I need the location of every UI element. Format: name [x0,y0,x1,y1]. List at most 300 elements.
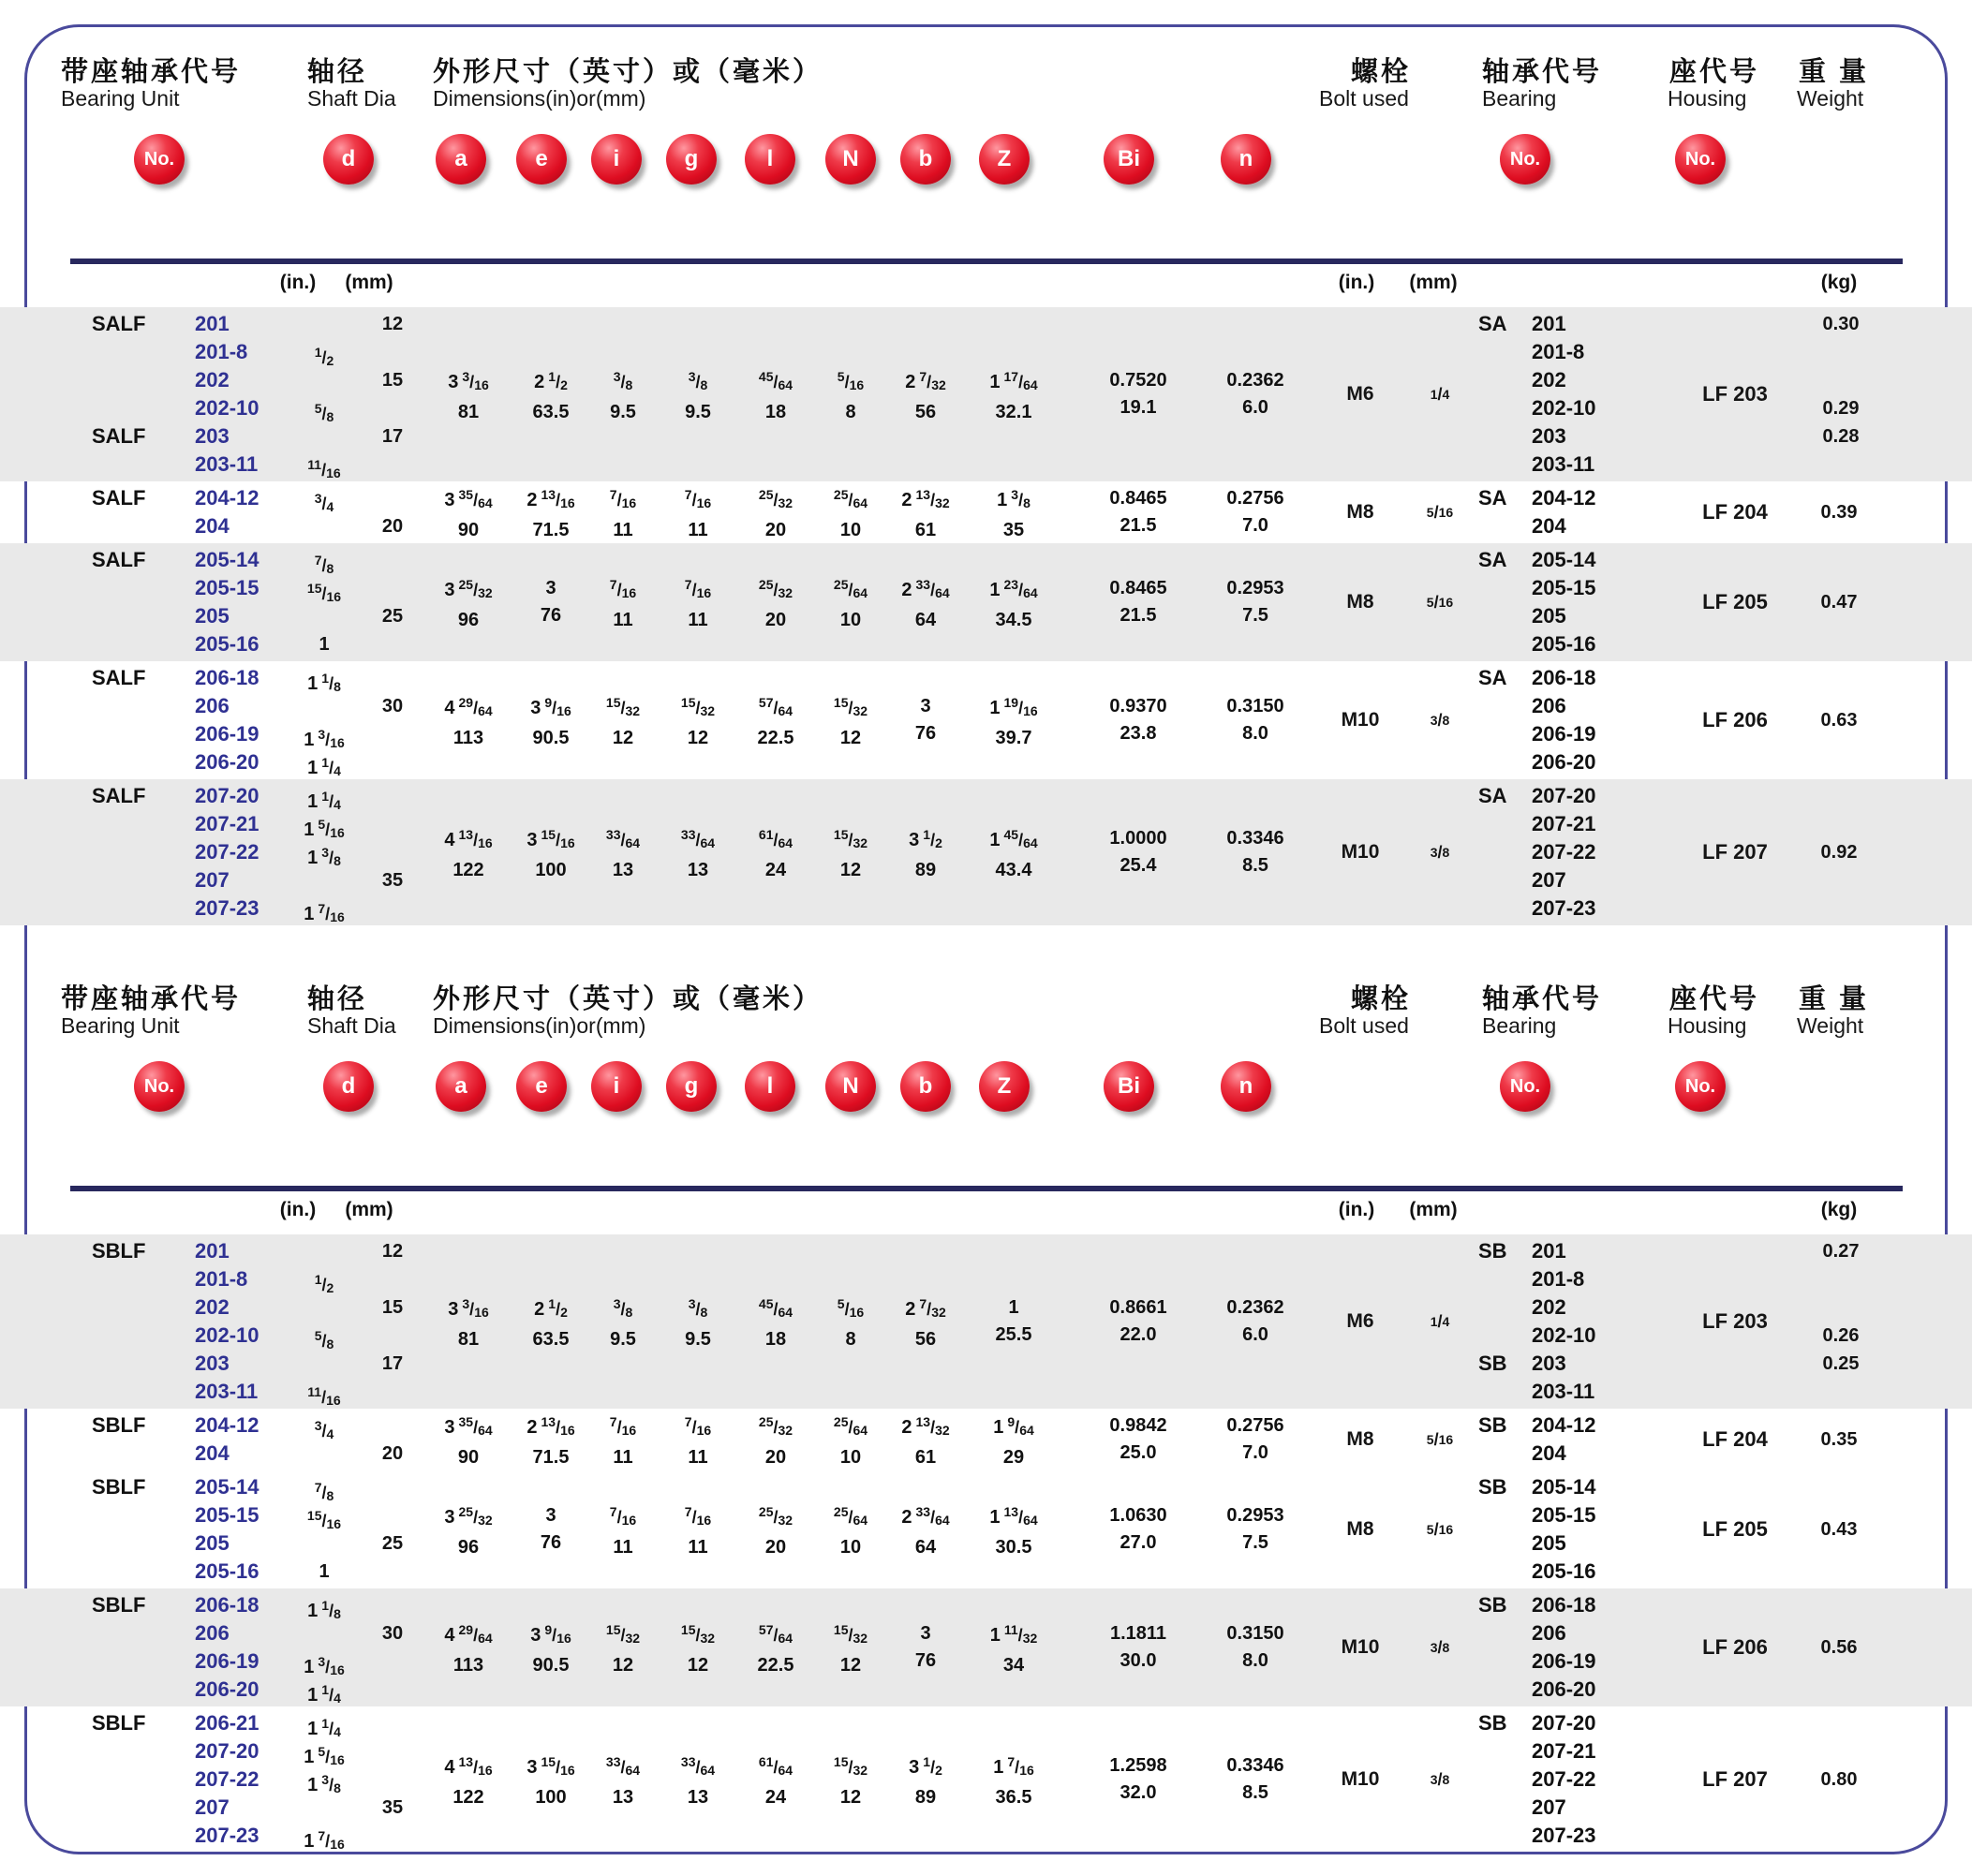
bearing-number: 205-15 [1532,576,1596,599]
dim-g-in: $^{15}$/32 [680,694,716,718]
shaft-dia-in [281,1350,367,1378]
unit-prefix [92,1558,191,1586]
bearing-no [1478,1529,1596,1558]
bearing-no [1478,484,1596,512]
unit-label-d_in: (in.) [279,272,317,293]
column-badge-g-5: g [666,1061,717,1112]
bearing-number: 205 [1532,604,1566,628]
unit-prefix [92,1293,191,1322]
data-group-SALF-1 [0,481,1972,543]
data-group-SBLF-1 [0,1409,1972,1470]
unit-number: 205 [195,604,230,628]
dim-n-mm: 8.0 [1242,1650,1268,1671]
dim-Z-mm: 25.5 [995,1324,1032,1345]
unit-number: 203-11 [195,1380,259,1403]
column-header-zh-bearing: 轴承代号 [1482,984,1603,1014]
column-header-en-bearing: Bearing [1482,1013,1557,1038]
unit-prefix [92,451,191,479]
unit-prefix-column [92,1411,191,1468]
shaft-dia-in-column [281,1709,367,1850]
bearing-no [1478,394,1596,422]
dim-N-mm: 8 [845,401,856,422]
column-badge-Bi-10: Bi [1104,1061,1154,1112]
bearing-number: 204-12 [1532,486,1596,510]
bearing-no-column [1478,1237,1596,1406]
unit-number: 205 [195,1531,230,1555]
dim-n-in: 0.2953 [1226,1505,1284,1526]
dim-g-in: $^7$/16 [684,1413,712,1438]
column-badge-b-8: b [900,1061,951,1112]
unit-number: 206-18 [195,666,259,689]
bearing-no [1478,310,1596,338]
weight-value [1794,1265,1888,1293]
bearing-number: 202 [1532,1295,1566,1319]
bolt-inch: 3 / 8 [1430,1637,1450,1657]
dim-n [1185,1470,1326,1588]
dim-g-in: $^7$/16 [684,576,712,600]
bearing-number: 205 [1532,1531,1566,1555]
bearing-no [1478,574,1596,602]
unit-number: 206 [195,694,230,717]
shaft-dia-in: 1 $^1$/4 [307,789,341,812]
column-badge-No-0: No. [134,134,185,185]
dim-Z-in: 1 $^3$/8 [997,486,1030,510]
bearing-no [1478,1237,1596,1265]
dim-a-mm: 122 [452,1786,484,1808]
shaft-dia-in-column [281,664,367,776]
unit-prefix [92,692,191,720]
bearing-no [1478,810,1596,838]
shaft-dia-mm: 12 [381,314,404,334]
bolt-inch: 5 / 16 [1426,1429,1454,1449]
dim-i-in: $^7$/16 [609,576,637,600]
dim-n-in: 0.2362 [1226,370,1284,391]
dim-l-in: $^{45}$/64 [758,368,793,392]
shaft-dia-mm: 35 [381,1797,404,1818]
dim-n-mm: 8.5 [1242,1782,1268,1803]
column-header-zh-shaft: 轴径 [307,984,368,1014]
bolt-inch: 3 / 8 [1430,1769,1450,1789]
unit-number: 207-23 [195,896,259,920]
bearing-no-column [1478,1591,1596,1704]
dim-i-mm: 11 [613,1536,633,1558]
dim-e-in: 2 $^{13}$/16 [526,486,575,510]
unit-prefix [92,1737,191,1765]
dim-e-mm: 76 [540,1532,562,1553]
dim-N-mm: 10 [839,609,862,630]
dim-a-mm: 96 [457,609,480,630]
dim-b-mm: 56 [914,1328,937,1350]
unit-number: 203-11 [195,452,259,476]
unit-number: 205-14 [195,548,259,571]
unit-prefix [92,1378,191,1406]
column-badge-a-2: a [436,1061,486,1112]
unit-label-weight: (kg) [1820,1199,1858,1220]
bearing-number: 207-23 [1532,896,1596,920]
dim-g-in: $^3$/8 [688,368,708,392]
bearing-no [1478,1737,1596,1765]
column-badge-l-6: l [745,1061,795,1112]
shaft-dia-in [281,866,367,894]
housing-no: LF 206 [1702,708,1768,731]
dim-N-in: $^5$/16 [837,1295,865,1320]
dim-N-mm: 12 [839,859,862,880]
unit-number: 207-22 [195,840,259,864]
shaft-dia-in: $^3$/4 [314,1418,334,1441]
dim-n-in: 0.2362 [1226,1297,1284,1318]
dim-Z [943,307,1084,481]
weight-value: 0.92 [1820,841,1858,863]
data-group-SALF-0 [0,307,1972,481]
dim-g-mm: 11 [688,1536,708,1558]
dim-Z-mm: 39.7 [995,727,1032,748]
dim-e-mm: 100 [535,1786,567,1808]
bearing-no [1478,1293,1596,1322]
shaft-dia-in: $^5$/8 [314,1328,334,1352]
shaft-dia-in-column [281,782,367,923]
dim-Z-in: 1 $^{19}$/16 [989,694,1038,718]
shaft-dia-in [281,1293,367,1322]
unit-prefix: SBLF [92,1475,146,1499]
dim-l-in: $^{25}$/32 [758,1413,793,1438]
bearing-number: 206 [1532,1621,1566,1645]
dim-N-in: $^{25}$/64 [833,1413,868,1438]
column-badge-d-1: d [323,1061,374,1112]
bearing-no [1478,1322,1596,1350]
bearing-no-column [1478,664,1596,776]
dim-n-in: 0.3346 [1226,1755,1284,1776]
dim-Z-mm: 36.5 [995,1786,1032,1808]
unit-number: 207-22 [195,1767,259,1791]
dim-Z-in: 1 $^{17}$/64 [989,368,1038,392]
bearing-number: 207 [1532,868,1566,892]
dim-Bi-in: 0.7520 [1109,370,1167,391]
weight-value: 0.27 [1822,1241,1860,1262]
dim-b-mm: 64 [914,609,937,630]
column-header-en-housing: Housing [1668,1013,1747,1038]
unit-number: 202 [195,1295,230,1319]
dim-l-mm: 22.5 [757,1654,794,1676]
bearing-no [1478,512,1596,540]
dim-g-mm: 12 [687,727,709,748]
bolt-size: M8 [1346,591,1374,613]
bearing-no [1478,1440,1596,1468]
dim-n [1185,1409,1326,1470]
dim-e-mm: 90.5 [532,727,570,748]
dim-l-mm: 18 [764,401,787,422]
dim-N-mm: 10 [839,1446,862,1468]
dim-l-in: $^{57}$/64 [758,694,793,718]
column-header-zh-housing: 座代号 [1669,984,1760,1014]
shaft-dia-mm: 25 [381,606,404,627]
unit-prefix-column [92,1237,191,1406]
bearing-no [1478,1591,1596,1619]
dim-i-mm: 12 [612,1654,634,1676]
shaft-dia-in: 1 $^3$/8 [307,845,341,868]
dim-b-mm: 89 [914,1786,937,1808]
dim-a-mm: 122 [452,859,484,880]
unit-prefix [92,1619,191,1647]
unit-number: 201 [195,1239,230,1263]
dim-g-in: $^7$/16 [684,1503,712,1528]
data-group-SALF-2 [0,543,1972,661]
dim-a-mm: 90 [457,1446,480,1468]
dim-Bi-mm: 32.0 [1119,1782,1157,1803]
weight-value [1794,366,1888,394]
unit-prefix [92,810,191,838]
shaft-dia-in: 1 $^1$/4 [307,755,341,778]
bearing-no [1478,1558,1596,1586]
unit-number: 205-15 [195,1503,259,1527]
unit-prefix [92,720,191,748]
column-header-en-bolt: Bolt used [1319,86,1409,111]
dim-a-mm: 113 [452,1654,484,1676]
bearing-no-column [1478,1473,1596,1586]
bearing-number: 202-10 [1532,1323,1596,1347]
dim-i-in: $^7$/16 [609,1413,637,1438]
column-badge-e-3: e [516,1061,567,1112]
unit-prefix [92,1501,191,1529]
dim-a-in: 3 $^{25}$/32 [444,1503,493,1528]
dim-i-mm: 9.5 [610,1328,636,1350]
divider-rule [70,259,1903,264]
shaft-dia-in: $^3$/4 [314,491,334,514]
bearing-prefix: SB [1478,1239,1507,1263]
unit-number: 207-20 [195,1739,259,1763]
column-badge-Bi-10: Bi [1104,134,1154,185]
column-badge-i-4: i [591,1061,642,1112]
dim-n [1185,543,1326,661]
column-header-en-bearing_unit: Bearing Unit [61,86,180,111]
weight-column [1794,1237,1888,1406]
data-group-SBLF-3 [0,1588,1972,1706]
bearing-no [1478,782,1596,810]
dim-b-mm: 61 [914,519,937,540]
dim-b-in: 3 [920,696,931,716]
column-header-en-dims: Dimensions(in)or(mm) [433,86,646,111]
dim-l-in: $^{25}$/32 [758,576,793,600]
column-badge-n-11: n [1221,134,1271,185]
dim-Z-mm: 29 [1002,1446,1025,1468]
unit-prefix-column [92,546,191,658]
unit-label-bolt_mm: (mm) [1409,272,1458,293]
dim-a-in: 3 $^3$/16 [448,1295,489,1320]
dim-Z [943,1234,1084,1409]
bearing-prefix: SA [1478,666,1507,689]
dim-Bi-mm: 19.1 [1119,397,1157,418]
shaft-dia-in-column [281,484,367,540]
column-badge-a-2: a [436,134,486,185]
unit-number: 205-15 [195,576,259,599]
weight-value: 0.28 [1822,426,1860,447]
bearing-prefix: SA [1478,312,1507,335]
shaft-dia-in: 1 $^1$/4 [307,1716,341,1739]
dim-Bi-mm: 21.5 [1119,605,1157,626]
bearing-number: 203 [1532,424,1566,448]
bearing-no [1478,692,1596,720]
dim-Bi-in: 0.9842 [1109,1415,1167,1436]
shaft-dia-in: 1 $^1$/4 [307,1682,341,1706]
shaft-dia-in: $^{11}$/16 [307,1384,341,1408]
dim-Z [943,543,1084,661]
bearing-number: 206-20 [1532,750,1596,774]
dim-g-in: $^{15}$/32 [680,1621,716,1646]
column-header-en-bolt: Bolt used [1319,1013,1409,1038]
dim-a-mm: 81 [457,1328,480,1350]
bolt-inch: 5 / 16 [1426,1519,1454,1539]
bearing-number: 206-18 [1532,1593,1596,1617]
housing-no: LF 204 [1702,500,1768,524]
column-header-en-bearing: Bearing [1482,86,1557,111]
bearing-prefix: SB [1478,1711,1507,1735]
dim-n-mm: 7.0 [1242,515,1268,536]
bearing-number: 206-19 [1532,1649,1596,1673]
dim-a-in: 3 $^3$/16 [448,368,489,392]
unit-prefix [92,1350,191,1378]
dim-b-in: 2 $^{33}$/64 [901,1503,950,1528]
bearing-no [1478,838,1596,866]
unit-number: 204 [195,514,230,538]
shaft-dia-mm: 15 [381,1297,404,1318]
bearing-no [1478,1794,1596,1822]
bearing-no [1478,1822,1596,1850]
unit-number: 201-8 [195,340,248,363]
dim-Bi-in: 1.1811 [1109,1623,1167,1644]
housing-no: LF 206 [1702,1635,1768,1659]
bearing-number: 206-20 [1532,1677,1596,1701]
dim-g-mm: 9.5 [685,401,711,422]
bearing-number: 206-19 [1532,722,1596,746]
shaft-dia-in: $^1$/2 [314,345,334,368]
unit-number: 203 [195,1352,230,1375]
dim-e-mm: 76 [540,605,562,626]
column-badge-No-13: No. [1675,134,1726,185]
dim-e-in: 2 $^1$/2 [534,1295,568,1320]
dim-e-mm: 90.5 [532,1654,570,1676]
unit-label-weight: (kg) [1820,272,1858,293]
housing-no: LF 203 [1702,1309,1768,1333]
weight-value: 0.26 [1822,1325,1860,1346]
shaft-dia-mm: 12 [381,1241,404,1262]
bolt-size: M8 [1346,1518,1374,1540]
column-badge-N-7: N [825,134,876,185]
dim-b-in: 3 $^1$/2 [909,826,942,850]
unit-prefix: SALF [92,784,146,807]
dim-i-mm: 11 [613,1446,633,1468]
housing-no: LF 207 [1702,840,1768,864]
unit-label-d_mm: (mm) [345,1199,393,1220]
dim-g-mm: 11 [688,519,708,540]
shaft-dia-in [281,512,367,540]
housing-no: LF 205 [1702,590,1768,613]
bolt-size: M10 [1341,1636,1380,1658]
bearing-number: 202 [1532,368,1566,391]
shaft-dia-in: 1 $^5$/16 [304,1744,345,1767]
bearing-number: 205-15 [1532,1503,1596,1527]
column-header-zh-dims: 外形尺寸（英寸）或（毫米） [433,57,823,87]
dim-l-mm: 22.5 [757,727,794,748]
bearing-number: 207-21 [1532,1739,1596,1763]
unit-prefix [92,894,191,923]
bearing-no [1478,1378,1596,1406]
unit-number: 207-23 [195,1824,259,1847]
dim-Z-in: 1 [1008,1297,1019,1318]
column-header-zh-bearing_unit: 带座轴承代号 [61,984,242,1014]
unit-number: 204 [195,1441,230,1465]
unit-number: 206-18 [195,1593,259,1617]
unit-label-bolt_in: (in.) [1338,272,1375,293]
shaft-dia-in-column [281,310,367,479]
column-badge-e-3: e [516,134,567,185]
dim-g-mm: 12 [687,1654,709,1676]
bearing-no [1478,366,1596,394]
dim-g-mm: 11 [688,609,708,630]
unit-prefix [92,394,191,422]
weight-value: 0.80 [1820,1768,1858,1790]
dim-Bi-in: 0.9370 [1109,696,1167,716]
dim-b-in: 2 $^7$/32 [905,368,946,392]
dim-n [1185,779,1326,925]
dim-e-mm: 63.5 [532,401,570,422]
dim-Z [943,661,1084,779]
dim-e-in: 2 $^1$/2 [534,368,568,392]
bearing-number: 206-18 [1532,666,1596,689]
dim-n-mm: 6.0 [1242,1324,1268,1345]
dim-Bi-mm: 23.8 [1119,723,1157,744]
data-groups [0,1234,1972,1853]
shaft-dia-in: 1 $^1$/8 [307,1598,341,1621]
dim-n [1185,661,1326,779]
dim-b-in: 2 $^7$/32 [905,1295,946,1320]
unit-prefix [92,1647,191,1676]
dim-Z-in: 1 $^7$/16 [993,1753,1034,1778]
bearing-no [1478,720,1596,748]
dim-g-mm: 13 [687,1786,709,1808]
dim-b-mm: 76 [914,723,937,744]
shaft-dia-in [281,422,367,451]
dim-Z-in: 1 $^{45}$/64 [989,826,1038,850]
column-header-zh-bearing_unit: 带座轴承代号 [61,57,242,87]
column-badge-No-13: No. [1675,1061,1726,1112]
dim-n-mm: 6.0 [1242,397,1268,418]
dim-b-mm: 61 [914,1446,937,1468]
column-badge-l-6: l [745,134,795,185]
dim-e-mm: 71.5 [532,1446,570,1468]
dim-e-in: 3 [545,578,556,598]
dim-N-mm: 12 [839,727,862,748]
unit-number: 207-21 [195,812,259,835]
dim-N-in: $^{15}$/32 [833,694,868,718]
unit-prefix: SALF [92,666,146,689]
unit-prefix: SALF [92,312,146,335]
dim-Bi-mm: 22.0 [1119,1324,1157,1345]
dim-Z-in: 1 $^{23}$/64 [989,576,1038,600]
unit-prefix [92,838,191,866]
dim-l-in: $^{57}$/64 [758,1621,793,1646]
dim-b-in: 3 $^1$/2 [909,1753,942,1778]
weight-value [1794,338,1888,366]
dim-Z-mm: 32.1 [995,401,1032,422]
weight-value: 0.63 [1820,709,1858,731]
dim-N-in: $^{15}$/32 [833,1753,868,1778]
dim-l-mm: 20 [764,609,787,630]
dim-i-in: $^7$/16 [609,486,637,510]
bearing-number: 201-8 [1532,1267,1585,1291]
unit-prefix-column [92,664,191,776]
bolt-inch: 3 / 8 [1430,842,1450,862]
unit-prefix-column [92,1591,191,1704]
bearing-no [1478,748,1596,776]
